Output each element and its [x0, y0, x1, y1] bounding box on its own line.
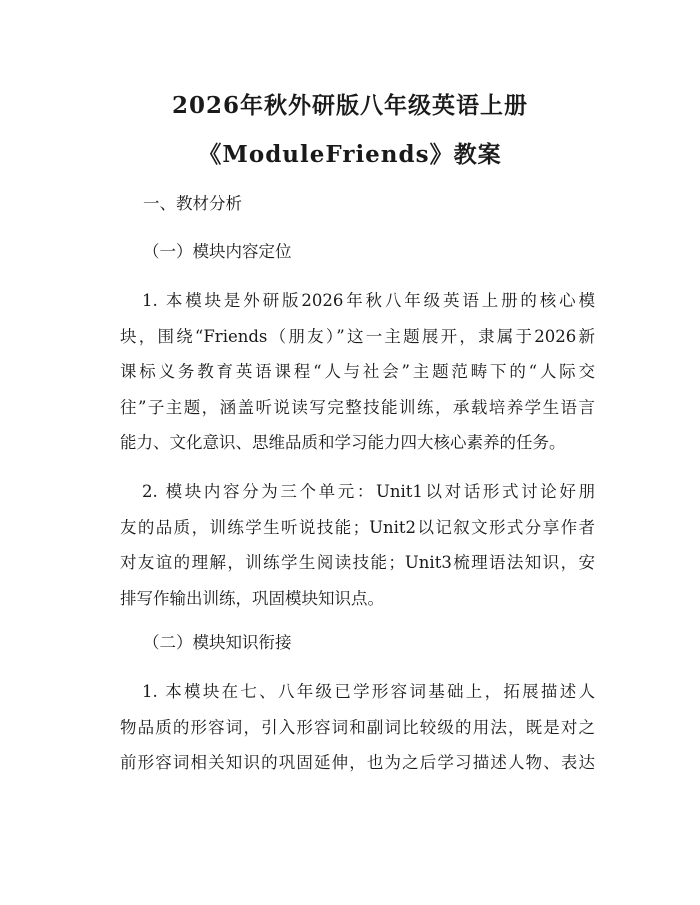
- paragraph-line: 物品质的形容词，引入形容词和副词比较级的用法，既是对之: [120, 717, 595, 737]
- paragraph-line: 1. 本模块在七、八年级已学形容词基础上，拓展描述人: [142, 682, 595, 701]
- paragraph-line: 前形容词相关知识的巩固延伸，也为之后学习描述人物、表达: [120, 753, 595, 772]
- paragraph-line: 友的品质，训练学生听说技能；Unit2以记叙文形式分享作者: [120, 517, 595, 537]
- paragraph-line: 往”子主题，涵盖听说读写完整技能训练，承载培养学生语言: [120, 397, 595, 417]
- paragraph-line: 排写作输出训练，巩固模块知识点。: [120, 588, 384, 608]
- paragraph-knowledge-connection: [120, 674, 595, 781]
- document-title-line-1: 2026年秋外研版八年级英语上册: [171, 92, 528, 119]
- paragraph-line: 能力、文化意识、思维品质和学习能力四大核心素养的任务。: [120, 433, 566, 452]
- paragraph-module-units: [120, 474, 595, 616]
- paragraph-module-core: [120, 283, 595, 461]
- subsection-heading-knowledge-connection: （二）模块知识衔接: [143, 633, 292, 652]
- subsection-heading-module-positioning: （一）模块内容定位: [143, 242, 292, 261]
- paragraph-line: 对友谊的理解，训练学生阅读技能；Unit3梳理语法知识，安: [120, 553, 595, 572]
- paragraph-line: 1. 本模块是外研版2026年秋八年级英语上册的核心模: [142, 291, 595, 310]
- paragraph-line: 课标义务教育英语课程“人与社会”主题范畴下的“人际交: [120, 362, 595, 381]
- paragraph-line: 块，围绕“Friends（朋友）”这一主题展开，隶属于2026新: [120, 326, 595, 346]
- document-title-line-2: 《ModuleFriends》教案: [198, 141, 502, 168]
- paragraph-line: 2. 模块内容分为三个单元：Unit1以对话形式讨论好朋: [142, 482, 595, 501]
- section-heading-textbook-analysis: 一、教材分析: [143, 194, 242, 213]
